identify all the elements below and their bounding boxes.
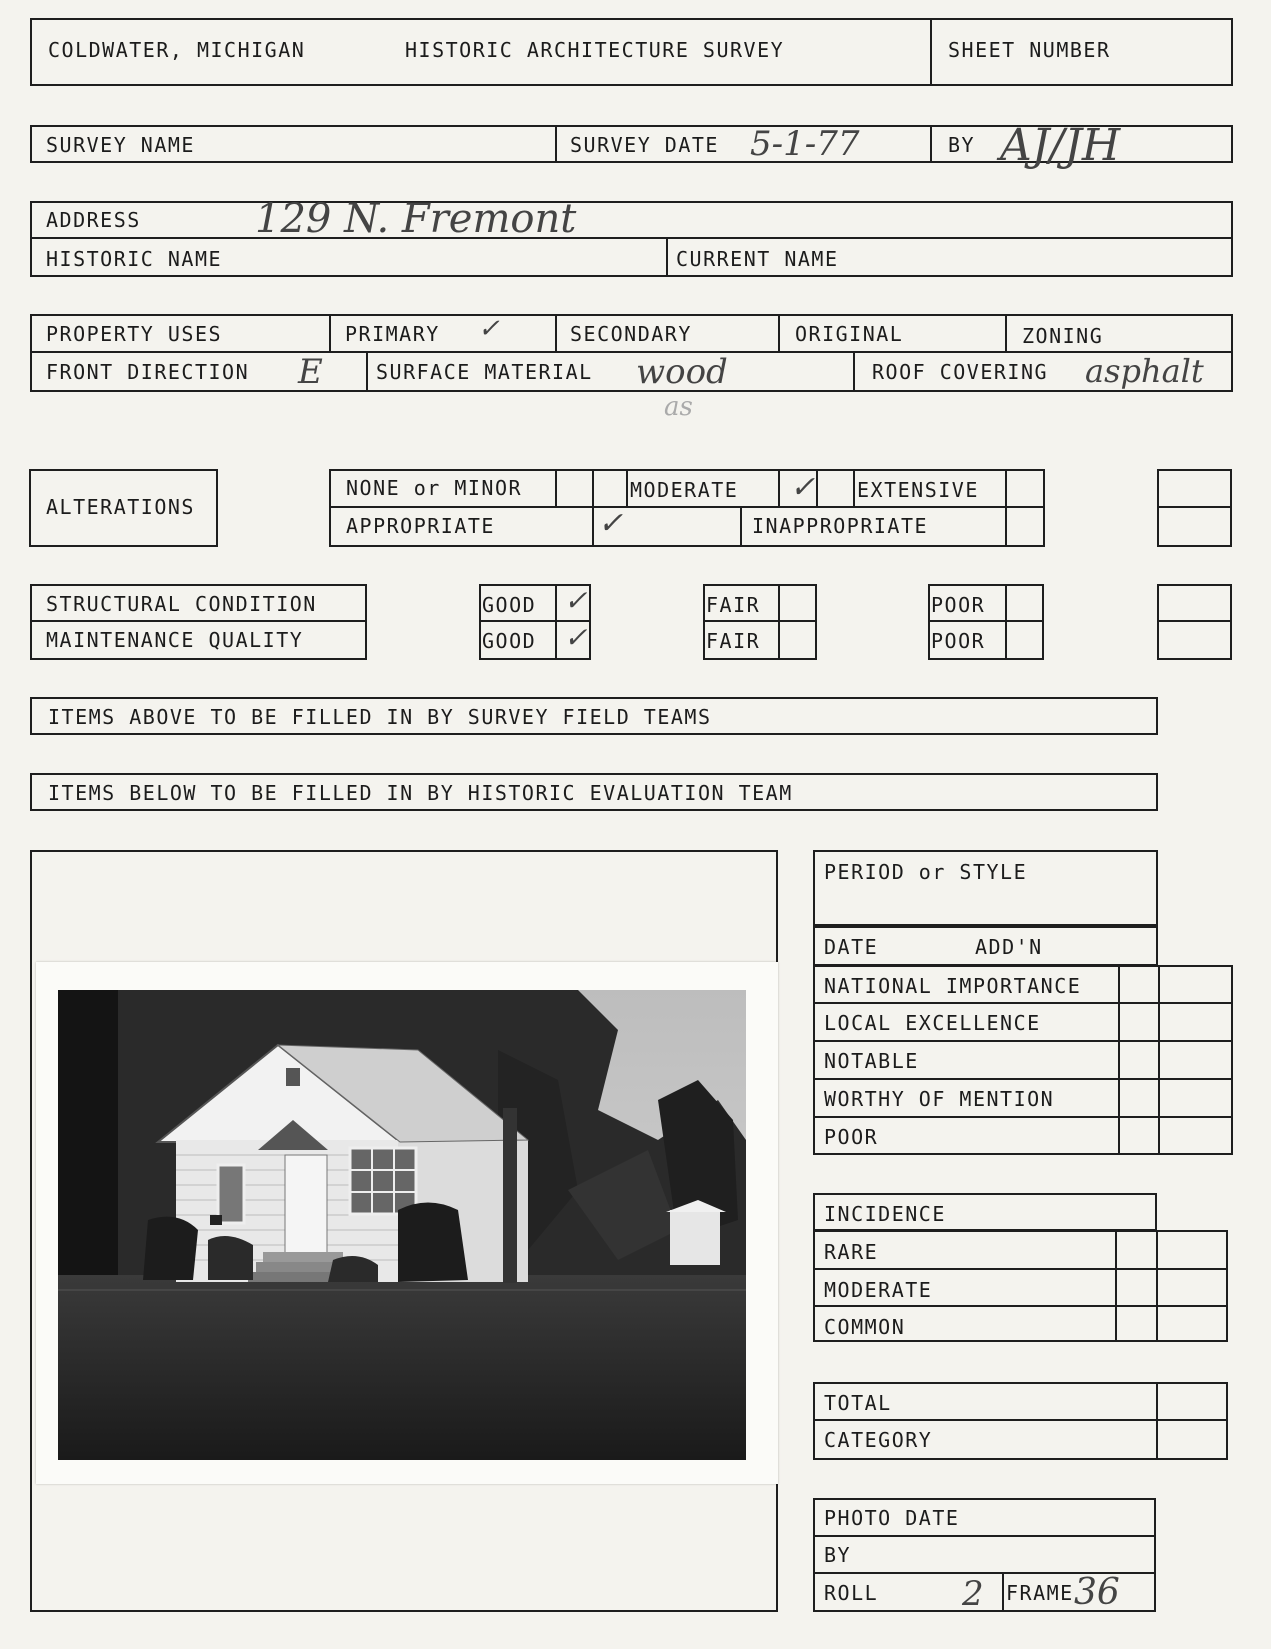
address-label: ADDRESS — [46, 208, 141, 232]
prop-div-4 — [1005, 314, 1007, 352]
prop-div-6 — [853, 351, 855, 392]
address-value[interactable]: 129 N. Fremont — [255, 196, 577, 242]
fair-v — [778, 584, 780, 660]
prop-div-5 — [366, 351, 368, 392]
by-label: BY — [948, 133, 976, 157]
sheet-number-label: SHEET NUMBER — [948, 38, 1111, 62]
date-label: DATE — [824, 935, 879, 959]
structural-good-option[interactable]: GOOD — [482, 593, 537, 617]
alt-v6 — [853, 469, 855, 507]
roof-covering-value[interactable]: asphalt — [1085, 352, 1204, 390]
frame-value[interactable]: 36 — [1074, 1572, 1120, 1613]
maintenance-good-option[interactable]: GOOD — [482, 629, 537, 653]
ratings-v2 — [1158, 965, 1160, 1155]
alt-v1 — [555, 469, 557, 507]
alt-v4 — [778, 469, 780, 507]
surface-material-value[interactable]: wood — [636, 352, 728, 392]
incidence-rare: RARE — [824, 1240, 879, 1264]
rating-poor: POOR — [824, 1125, 879, 1149]
inappropriate-option[interactable]: INAPPROPRIATE — [752, 514, 929, 538]
structural-fair-option[interactable]: FAIR — [706, 593, 761, 617]
name-divider — [666, 237, 668, 277]
house-photo — [58, 990, 746, 1460]
primary-check[interactable]: ✓ — [478, 314, 500, 344]
ratings-h2 — [813, 1040, 1233, 1042]
rating-local: LOCAL EXCELLENCE — [824, 1011, 1041, 1035]
primary-label: PRIMARY — [345, 322, 440, 346]
alt-v3 — [626, 469, 628, 507]
survey-date-value[interactable]: 5-1-77 — [750, 124, 860, 164]
historic-name-label: HISTORIC NAME — [46, 247, 223, 271]
photo-date-label: PHOTO DATE — [824, 1506, 960, 1530]
poor-mid — [928, 620, 1044, 622]
addn-label: ADD'N — [975, 935, 1043, 959]
city-label: COLDWATER, MICHIGAN — [48, 38, 306, 62]
structural-condition-label: STRUCTURAL CONDITION — [46, 592, 317, 616]
moderate-check[interactable]: ✓ — [790, 470, 816, 505]
alt-score-mid — [1157, 506, 1232, 508]
original-label: ORIGINAL — [795, 322, 904, 346]
none-minor-option[interactable]: NONE or MINOR — [346, 476, 523, 500]
condition-score-box — [1157, 584, 1232, 660]
alterations-label: ALTERATIONS — [46, 495, 195, 519]
ratings-h1 — [813, 1002, 1233, 1004]
survey-title: HISTORIC ARCHITECTURE SURVEY — [405, 38, 785, 62]
alt-v8 — [1005, 469, 1007, 547]
survey-divider-2 — [930, 125, 932, 163]
surface-material-note: as — [664, 392, 693, 422]
front-direction-label: FRONT DIRECTION — [46, 360, 250, 384]
photo-by-label: BY — [824, 1543, 852, 1567]
surface-material-label: SURFACE MATERIAL — [376, 360, 593, 384]
inc-v1 — [1115, 1230, 1117, 1342]
maintenance-poor-option[interactable]: POOR — [931, 629, 986, 653]
alt-v7 — [740, 506, 742, 547]
structural-poor-option[interactable]: POOR — [931, 593, 986, 617]
photo-info-h1 — [813, 1535, 1156, 1537]
alterations-score-box — [1157, 469, 1232, 547]
incidence-common: COMMON — [824, 1315, 906, 1339]
prop-div-2 — [555, 314, 557, 352]
inc-v2 — [1156, 1230, 1158, 1342]
property-divider — [30, 351, 1233, 353]
ratings-h3 — [813, 1078, 1233, 1080]
property-uses-label: PROPERTY USES — [46, 322, 223, 346]
category-label: CATEGORY — [824, 1428, 933, 1452]
total-v — [1156, 1382, 1158, 1460]
current-name-label: CURRENT NAME — [676, 247, 839, 271]
good-v — [555, 584, 557, 660]
roof-covering-label: ROOF COVERING — [872, 360, 1049, 384]
frame-label: FRAME — [1006, 1581, 1074, 1605]
prop-div-1 — [329, 314, 331, 352]
incidence-label: INCIDENCE — [824, 1202, 946, 1226]
extensive-option[interactable]: EXTENSIVE — [857, 478, 979, 502]
fair-mid — [703, 620, 817, 622]
appropriate-check[interactable]: ✓ — [598, 506, 624, 541]
by-value[interactable]: AJ/JH — [1000, 120, 1121, 171]
survey-date-label: SURVEY DATE — [570, 133, 719, 157]
alt-mid — [329, 506, 1045, 508]
survey-divider-1 — [555, 125, 557, 163]
rating-notable: NOTABLE — [824, 1049, 919, 1073]
survey-name-label: SURVEY NAME — [46, 133, 195, 157]
roll-label: ROLL — [824, 1581, 879, 1605]
cond-label-mid — [30, 620, 367, 622]
appropriate-option[interactable]: APPROPRIATE — [346, 514, 495, 538]
cond-score-mid — [1157, 620, 1232, 622]
front-direction-value[interactable]: E — [298, 352, 323, 392]
period-style-label: PERIOD or STYLE — [824, 860, 1028, 884]
structural-good-check[interactable]: ✓ — [564, 584, 588, 617]
total-h — [813, 1419, 1228, 1421]
notice-above: ITEMS ABOVE TO BE FILLED IN BY SURVEY FIELD TEAMS — [48, 705, 712, 729]
photo-info-v — [1002, 1572, 1004, 1612]
alt-v5 — [816, 469, 818, 507]
alt-v2 — [592, 469, 594, 547]
photo-mount — [36, 962, 778, 1484]
maintenance-good-check[interactable]: ✓ — [564, 621, 588, 654]
roll-value[interactable]: 2 — [962, 1574, 984, 1614]
inc-h2 — [813, 1305, 1228, 1307]
notice-below: ITEMS BELOW TO BE FILLED IN BY HISTORIC EVALUATION TEAM — [48, 781, 793, 805]
incidence-moderate: MODERATE — [824, 1278, 933, 1302]
zoning-label: ZONING — [1022, 324, 1104, 348]
maintenance-fair-option[interactable]: FAIR — [706, 629, 761, 653]
rating-national: NATIONAL IMPORTANCE — [824, 974, 1082, 998]
total-label: TOTAL — [824, 1391, 892, 1415]
inc-h1 — [813, 1268, 1228, 1270]
prop-div-3 — [778, 314, 780, 352]
secondary-label: SECONDARY — [570, 322, 692, 346]
header-divider — [930, 18, 932, 86]
ratings-v1 — [1118, 965, 1120, 1155]
ratings-h4 — [813, 1116, 1233, 1118]
poor-v — [1005, 584, 1007, 660]
rating-worthy: WORTHY OF MENTION — [824, 1087, 1055, 1111]
maintenance-quality-label: MAINTENANCE QUALITY — [46, 628, 304, 652]
moderate-option[interactable]: MODERATE — [630, 478, 739, 502]
address-divider — [30, 237, 1233, 239]
